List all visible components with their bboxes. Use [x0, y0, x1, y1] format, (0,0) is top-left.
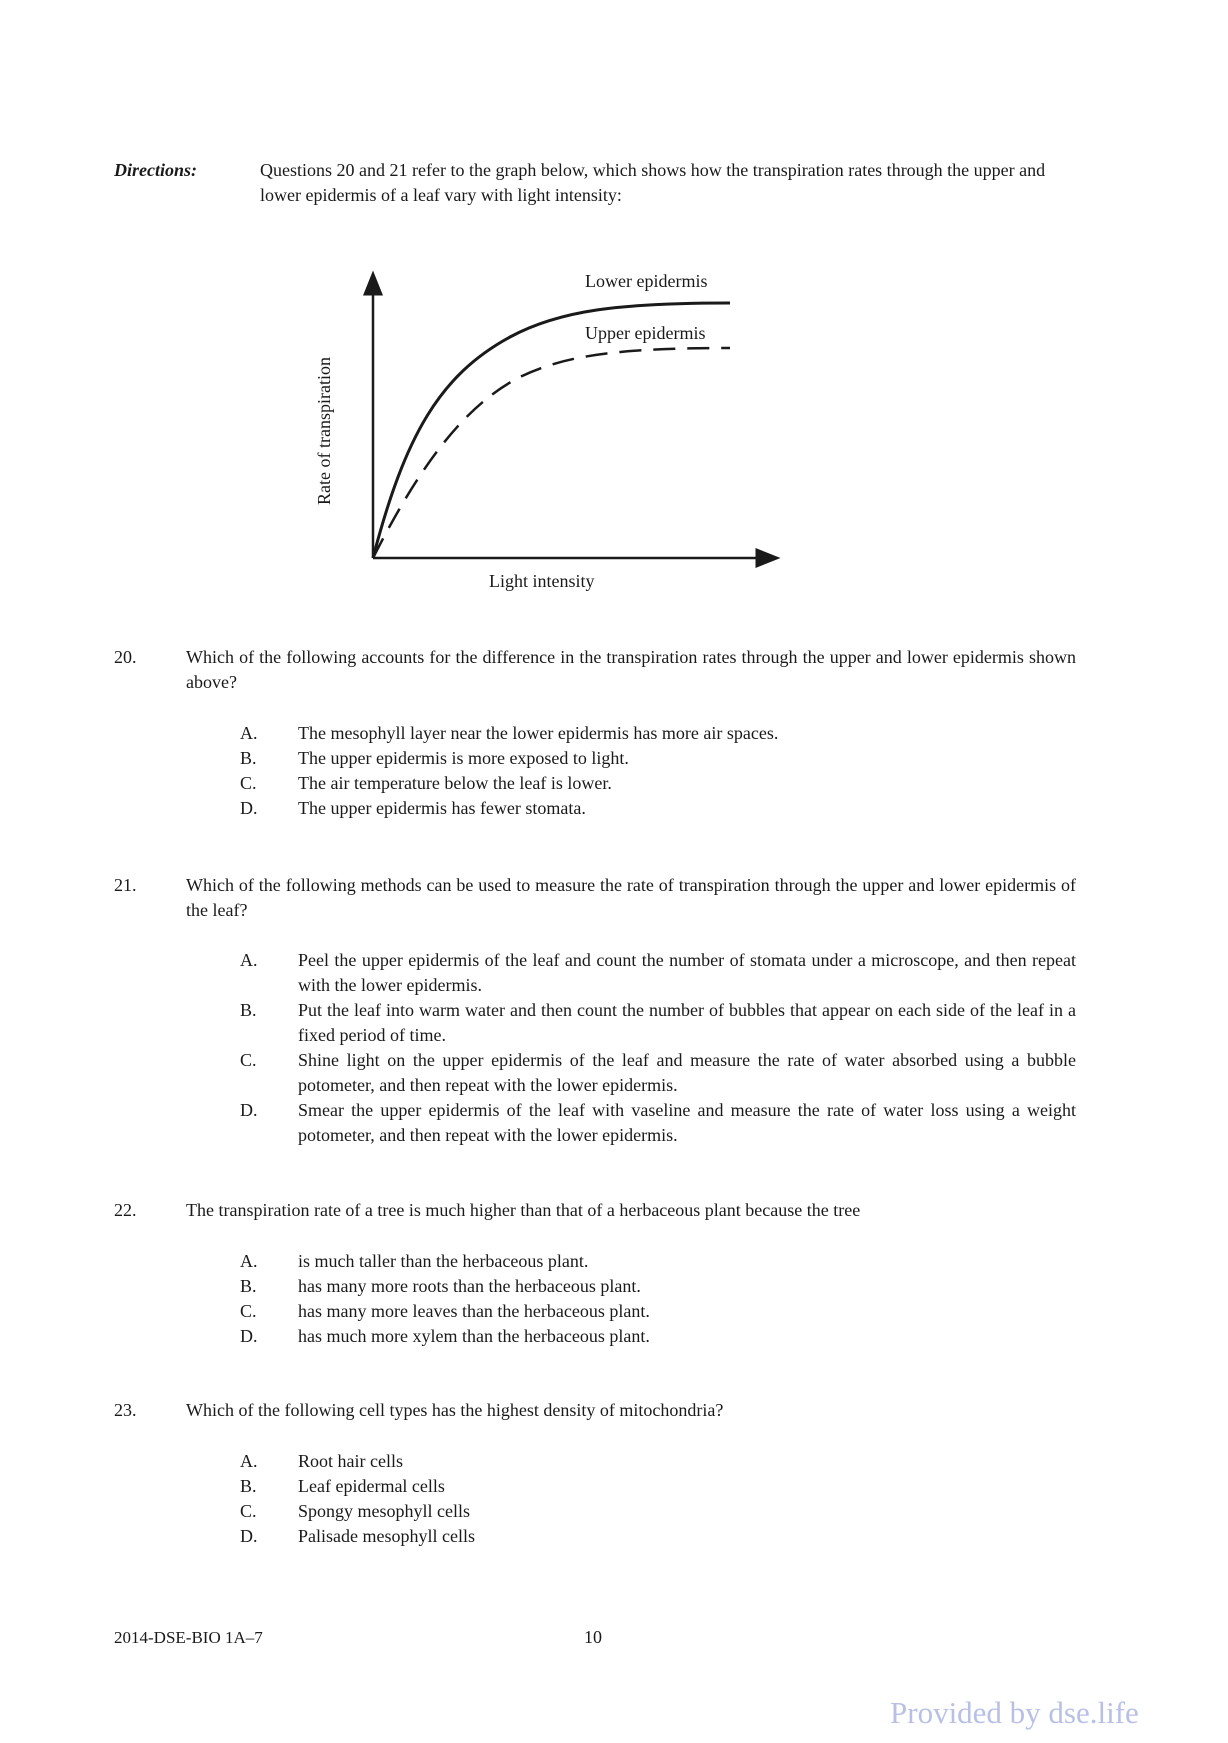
option-text: Peel the upper epidermis of the leaf and count the number of stomata under a microscope, and then repeat with the lower epidermis. [298, 950, 1076, 995]
option-letter: C. [240, 1501, 257, 1521]
question-22-option-b [240, 1274, 1076, 1299]
question-20-number: 20. [114, 647, 137, 667]
question-20-option-c [240, 771, 1076, 796]
y-axis-label: Rate of transpiration [314, 357, 334, 505]
option-text: The upper epidermis is more exposed to light. [298, 748, 629, 768]
page-number: 10 [584, 1627, 602, 1647]
option-text: Smear the upper epidermis of the leaf with vaseline and measure the rate of water loss using a weight potometer, and then repeat with the lower epidermis. [298, 1100, 1076, 1145]
lower-epidermis-label: Lower epidermis [585, 271, 708, 291]
directions-label: Directions: [114, 160, 197, 180]
option-text: has many more leaves than the herbaceous plant. [298, 1301, 650, 1321]
option-letter: B. [240, 1000, 257, 1020]
option-letter: B. [240, 748, 257, 768]
option-text: Put the leaf into warm water and then count the number of bubbles that appear on each side of the leaf in a fixed period of time. [298, 1000, 1076, 1045]
option-text: Root hair cells [298, 1451, 403, 1471]
option-text: The upper epidermis has fewer stomata. [298, 798, 586, 818]
question-22-option-c [240, 1299, 1076, 1324]
question-20-options [240, 721, 1076, 821]
option-text: Leaf epidermal cells [298, 1476, 445, 1496]
option-letter: A. [240, 950, 258, 970]
option-letter: D. [240, 1526, 258, 1546]
question-21-number: 21. [114, 875, 137, 895]
question-23-options [240, 1449, 1076, 1549]
option-text: The mesophyll layer near the lower epidermis has more air spaces. [298, 723, 779, 743]
option-letter: B. [240, 1476, 257, 1496]
option-letter: A. [240, 1251, 258, 1271]
question-23-text: Which of the following cell types has the highest density of mitochondria? [186, 1400, 724, 1420]
question-21-option-d [240, 1098, 1076, 1148]
option-text: Shine light on the upper epidermis of the leaf and measure the rate of water absorbed using a bubble potometer, and then repeat with the lower epidermis. [298, 1050, 1076, 1095]
question-22-number: 22. [114, 1200, 137, 1220]
option-letter: D. [240, 1100, 258, 1120]
question-23-option-d [240, 1524, 1076, 1549]
option-text: The air temperature below the leaf is lower. [298, 773, 612, 793]
question-21-text: Which of the following methods can be used to measure the rate of transpiration through the upper and lower epidermis of the leaf? [186, 875, 1076, 920]
x-axis-label: Light intensity [489, 571, 595, 591]
option-letter: A. [240, 1451, 258, 1471]
option-text: has much more xylem than the herbaceous plant. [298, 1326, 650, 1346]
option-letter: C. [240, 773, 257, 793]
directions-text: Questions 20 and 21 refer to the graph below, which shows how the transpiration rates through the upper and lower epidermis of a leaf vary with light intensity: [260, 160, 1046, 205]
question-23-number: 23. [114, 1400, 137, 1420]
question-21-option-a [240, 948, 1076, 998]
question-20-option-b [240, 746, 1076, 771]
option-text: Spongy mesophyll cells [298, 1501, 470, 1521]
question-20-option-a [240, 721, 1076, 746]
question-23-option-a [240, 1449, 1076, 1474]
question-20-option-d [240, 796, 1076, 821]
question-20-text: Which of the following accounts for the difference in the transpiration rates through the upper and lower epidermis shown above? [186, 647, 1076, 692]
option-letter: D. [240, 1326, 258, 1346]
option-letter: C. [240, 1050, 257, 1070]
question-21-options [240, 948, 1076, 1148]
option-text: Palisade mesophyll cells [298, 1526, 475, 1546]
option-text: is much taller than the herbaceous plant. [298, 1251, 589, 1271]
upper-epidermis-curve [373, 348, 730, 558]
watermark: Provided by dse.life [890, 1695, 1139, 1730]
question-23-option-c [240, 1499, 1076, 1524]
question-22-option-d [240, 1324, 1076, 1349]
upper-epidermis-label: Upper epidermis [585, 323, 706, 343]
question-22-text: The transpiration rate of a tree is much higher than that of a herbaceous plant because the tree [186, 1200, 861, 1220]
transpiration-graph [290, 265, 790, 595]
option-text: has many more roots than the herbaceous plant. [298, 1276, 641, 1296]
option-letter: C. [240, 1301, 257, 1321]
question-21-option-b [240, 998, 1076, 1048]
option-letter: D. [240, 798, 258, 818]
question-22-option-a [240, 1249, 1076, 1274]
paper-code: 2014-DSE-BIO 1A–7 [114, 1628, 263, 1647]
question-23-option-b [240, 1474, 1076, 1499]
question-21-option-c [240, 1048, 1076, 1098]
option-letter: A. [240, 723, 258, 743]
option-letter: B. [240, 1276, 257, 1296]
question-22-options [240, 1249, 1076, 1349]
